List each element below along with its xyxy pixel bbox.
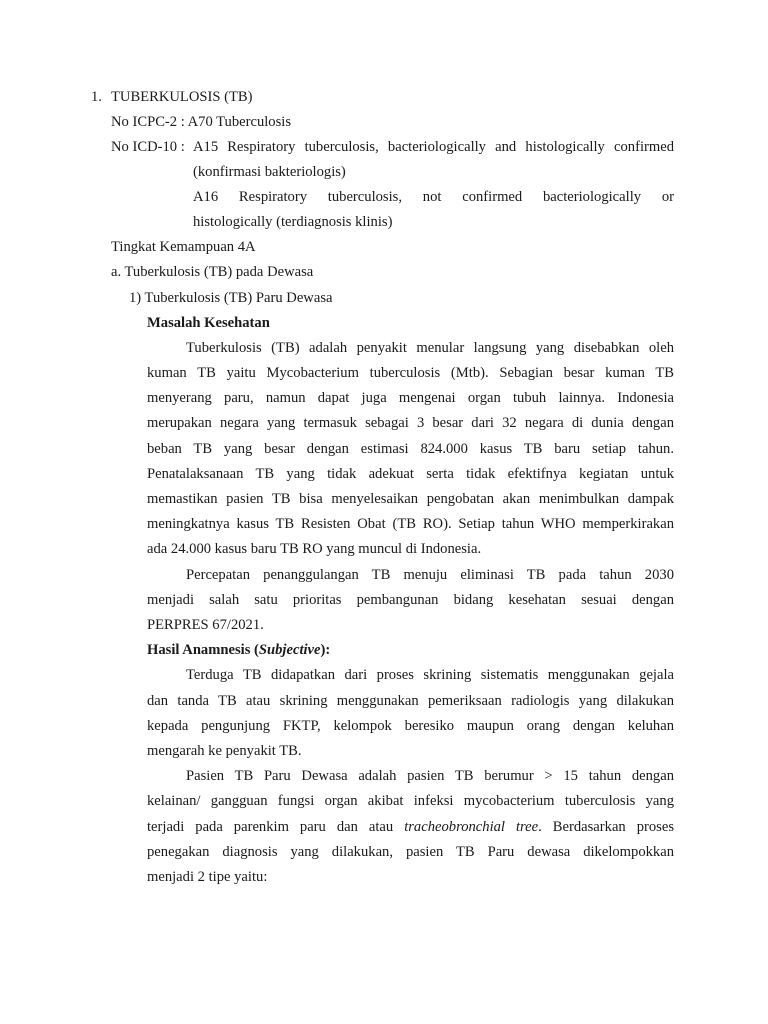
icd-label: No ICD-10 : <box>111 139 185 155</box>
paragraph-line: menjadi 2 tipe yaitu: <box>147 869 268 885</box>
paragraph-line: dan tanda TB atau skrining menggunakan pemeriksaan radiologis yang dilakukan <box>147 693 674 709</box>
anamnesis-heading: Hasil Anamnesis (Subjective): <box>147 642 331 658</box>
subsection-adult: a. Tuberkulosis (TB) pada Dewasa <box>111 264 314 280</box>
paragraph-line: kuman TB yaitu Mycobacterium tuberculosis (Mtb). Sebagian besar kuman TB <box>147 365 674 381</box>
competency-level: Tingkat Kemampuan 4A <box>111 239 256 255</box>
icd-a16-note: histologically (terdiagnosis klinis) <box>193 214 393 230</box>
paragraph-line: PERPRES 67/2021. <box>147 617 264 633</box>
paragraph-line: mengarah ke penyakit TB. <box>147 743 302 759</box>
paragraph-line: Percepatan penanggulangan TB menuju eliminasi TB pada tahun 2030 <box>186 567 674 583</box>
paragraph-line: terjadi pada parenkim paru dan atau tracheobronchial tree. Berdasarkan proses <box>147 819 674 835</box>
paragraph-line: memastikan pasien TB bisa menyelesaikan pengobatan akan menimbulkan dampak <box>147 491 674 507</box>
section-number: 1. <box>91 89 102 105</box>
paragraph-line: Terduga TB didapatkan dari proses skrining sistematis menggunakan gejala <box>186 667 674 683</box>
paragraph-line: Penatalaksanaan TB yang tidak adekuat serta tidak efektifnya kegiatan untuk <box>147 466 674 482</box>
paragraph-line: Tuberkulosis (TB) adalah penyakit menular langsung yang disebabkan oleh <box>186 340 674 356</box>
icd-a16-line: A16 Respiratory tuberculosis, not confirmed bacteriologically or <box>193 189 674 205</box>
paragraph-line: ada 24.000 kasus baru TB RO yang muncul di Indonesia. <box>147 541 482 557</box>
paragraph-line: kelainan/ gangguan fungsi organ akibat infeksi mycobacterium tuberculosis yang <box>147 793 674 809</box>
paragraph-line: menyerang paru, namun dapat juga mengenai organ tubuh lainnya. Indonesia <box>147 390 674 406</box>
section-title: TUBERKULOSIS (TB) <box>111 89 253 105</box>
paragraph-line: Pasien TB Paru Dewasa adalah pasien TB berumur > 15 tahun dengan <box>186 768 674 784</box>
icpc-code: No ICPC-2 : A70 Tuberculosis <box>111 114 292 130</box>
paragraph-line: kepada pengunjung FKTP, kelompok beresiko maupun orang dengan keluhan <box>147 718 674 734</box>
paragraph-line: menjadi salah satu prioritas pembangunan bidang kesehatan sesuai dengan <box>147 592 674 608</box>
icd-a15-note: (konfirmasi bakteriologis) <box>193 164 346 180</box>
icd-a15-line: A15 Respiratory tuberculosis, bacteriologically and histologically confirmed <box>193 139 674 155</box>
paragraph-line: merupakan negara yang termasuk sebagai 3 besar dari 32 negara di dunia dengan <box>147 415 674 431</box>
subsection-lung-adult: 1) Tuberkulosis (TB) Paru Dewasa <box>129 290 333 306</box>
paragraph-line: beban TB yang besar dengan estimasi 824.000 kasus TB baru setiap tahun. <box>147 441 674 457</box>
paragraph-line: penegakan diagnosis yang dilakukan, pasien TB Paru dewasa dikelompokkan <box>147 844 674 860</box>
paragraph-line: meningkatnya kasus TB Resisten Obat (TB RO). Setiap tahun WHO memperkirakan <box>147 516 674 532</box>
health-problem-heading: Masalah Kesehatan <box>147 315 270 331</box>
